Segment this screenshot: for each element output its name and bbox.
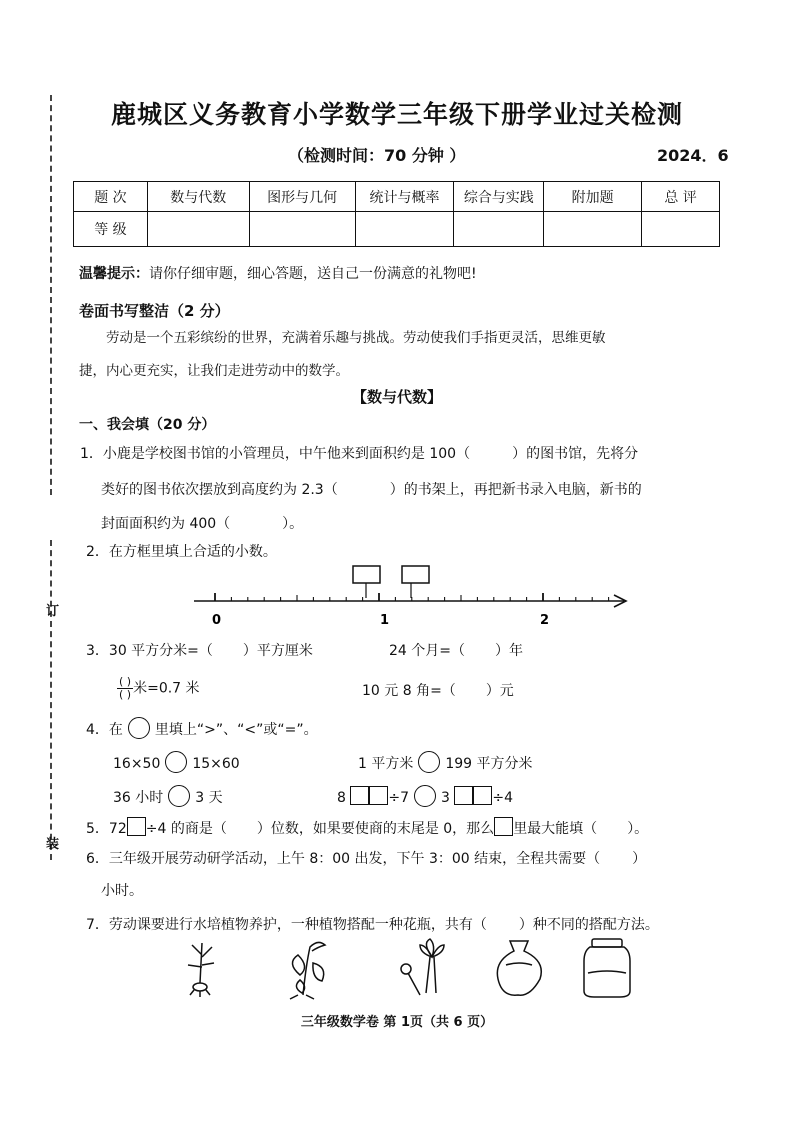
number-line-label-2: 2 bbox=[540, 613, 550, 628]
q1-line-2 bbox=[101, 479, 642, 499]
intro-line-1 bbox=[79, 322, 719, 355]
exam-duration: （检测时间：70 分钟 ） bbox=[288, 146, 466, 165]
grade-label-cell: 等 级 bbox=[74, 212, 148, 247]
header-cell: 综合与实践 bbox=[454, 182, 544, 212]
q3-line-d bbox=[362, 680, 514, 700]
header-cell: 数与代数 bbox=[147, 182, 249, 212]
answer-box-2[interactable] bbox=[402, 566, 429, 583]
intro-line-2: 捷，内心更充实，让我们走进劳动中的数学。 bbox=[79, 363, 349, 379]
q4-text: 16×50 bbox=[113, 756, 161, 772]
compare-circle[interactable] bbox=[168, 785, 190, 807]
q1-text: ）的书架上，再把新书录入电脑，新书的 bbox=[389, 482, 642, 498]
q4-instruction bbox=[86, 717, 318, 739]
plant-pothos-icon bbox=[290, 942, 325, 999]
compare-circle[interactable] bbox=[414, 785, 436, 807]
q6-text: ） bbox=[632, 851, 647, 867]
q2-text: 2．在方框里填上合适的小数。 bbox=[86, 544, 277, 560]
digit-box[interactable] bbox=[494, 817, 513, 836]
q4-text: 15×60 bbox=[192, 756, 240, 772]
digit-box[interactable] bbox=[350, 786, 369, 805]
q5-line bbox=[86, 817, 648, 838]
q7-line bbox=[86, 914, 659, 934]
intro-text-1: 劳动是一个五彩缤纷的世界，充满着乐趣与挑战。劳动使我们手指更灵活，思维更敏 bbox=[106, 330, 606, 346]
q4-compare-2 bbox=[358, 751, 533, 773]
neatness-note: 卷面书写整洁（2 分） bbox=[79, 302, 230, 320]
fraction-blank[interactable] bbox=[117, 676, 133, 701]
fraction-denominator: ( ) bbox=[119, 688, 132, 701]
grade-cell[interactable] bbox=[642, 212, 720, 247]
tips bbox=[79, 263, 477, 283]
header-cell: 统计与概率 bbox=[355, 182, 454, 212]
q3-text: 24 个月=（ bbox=[389, 643, 465, 659]
q3-line-b bbox=[389, 640, 523, 660]
header-cell: 图形与几何 bbox=[249, 182, 355, 212]
header-cell: 附加题 bbox=[544, 182, 642, 212]
page-footer: 三年级数学卷 第 1页（共 6 页） bbox=[300, 1015, 494, 1030]
q5-text: ）。 bbox=[627, 821, 649, 837]
vase-jar-icon bbox=[584, 939, 630, 997]
q4-text: 4．在 bbox=[86, 722, 123, 738]
q3-text: 米=0.7 米 bbox=[133, 680, 200, 697]
q1-line-3 bbox=[101, 513, 303, 533]
q3-line-c bbox=[117, 676, 200, 701]
score-table-grade-row bbox=[74, 212, 720, 247]
q1-text: 1．小鹿是学校图书馆的小管理员，中午他来到面积约是 100（ bbox=[80, 446, 471, 462]
plant-lotus-icon bbox=[401, 939, 444, 995]
digit-box[interactable] bbox=[127, 817, 146, 836]
grade-cell[interactable] bbox=[249, 212, 355, 247]
q1-text: 类好的图书依次摆放到高度约为 2.3（ bbox=[101, 482, 338, 498]
illustrations bbox=[0, 935, 794, 1005]
digit-box[interactable] bbox=[473, 786, 492, 805]
q7-text: 7．劳动课要进行水培植物养护，一种植物搭配一种花瓶，共有（ bbox=[86, 917, 487, 933]
number-line-label-0: 0 bbox=[212, 613, 222, 628]
digit-box[interactable] bbox=[369, 786, 388, 805]
q1-text: ）。 bbox=[282, 516, 304, 532]
q4-compare-1 bbox=[113, 751, 240, 773]
q4-compare-3 bbox=[113, 785, 223, 807]
q3-text: ）元 bbox=[485, 683, 514, 699]
q4-text: 3 bbox=[441, 790, 450, 806]
exam-date: 2024．6 bbox=[657, 146, 729, 165]
score-table bbox=[73, 181, 720, 247]
q5-text: ）位数，如果要使商的末尾是 0，那么 bbox=[256, 821, 495, 837]
q4-compare-4 bbox=[337, 785, 513, 807]
q4-text: 199 平方分米 bbox=[445, 756, 533, 772]
digit-box[interactable] bbox=[454, 786, 473, 805]
q3-text: 3．30 平方分米=（ bbox=[86, 643, 213, 659]
binding-line-top bbox=[50, 95, 52, 495]
q5-text: 里最大能填（ bbox=[513, 821, 598, 837]
grade-cell[interactable] bbox=[454, 212, 544, 247]
grade-cell[interactable] bbox=[147, 212, 249, 247]
q6-line-1 bbox=[86, 848, 646, 868]
q3-text: ）年 bbox=[495, 643, 523, 659]
q3-text: 10 元 8 角=（ bbox=[362, 683, 456, 699]
q4-text: 1 平方米 bbox=[358, 756, 414, 772]
grade-cell[interactable] bbox=[355, 212, 454, 247]
vase-round-icon bbox=[497, 941, 541, 995]
q4-text: ÷7 bbox=[388, 790, 410, 806]
q4-text: 里填上“>”、“<”或“=”。 bbox=[154, 722, 318, 738]
q5-text: 5．72 bbox=[86, 821, 127, 837]
q4-text: 3 天 bbox=[195, 790, 223, 806]
circle-icon bbox=[128, 717, 150, 739]
number-line-label-1: 1 bbox=[380, 613, 390, 628]
grade-cell[interactable] bbox=[544, 212, 642, 247]
q4-text: 36 小时 bbox=[113, 790, 164, 806]
score-table-header-row bbox=[74, 182, 720, 212]
q6-text: 6．三年级开展劳动研学活动，上午 8：00 出发，下午 3：00 结束，全程共需要（ bbox=[86, 851, 601, 867]
binding-char-zhuang: 装 bbox=[46, 837, 60, 852]
answer-box-1[interactable] bbox=[353, 566, 380, 583]
header-cell: 总 评 bbox=[642, 182, 720, 212]
plant-sprout-icon bbox=[188, 943, 214, 997]
q4-text: 8 bbox=[337, 790, 346, 806]
tips-label: 温馨提示： bbox=[79, 266, 149, 282]
q1-line-1 bbox=[80, 443, 638, 463]
q5-text: ÷4 的商是（ bbox=[145, 821, 227, 837]
q1-text: 封面面积约为 400（ bbox=[101, 516, 231, 532]
part1-title: 一、我会填（20 分） bbox=[79, 417, 216, 433]
q6-line-2: 小时。 bbox=[101, 883, 143, 899]
tips-text: 请你仔细审题，细心答题，送自己一份满意的礼物吧! bbox=[149, 266, 477, 282]
q4-text: ÷4 bbox=[492, 790, 514, 806]
q7-text: ）种不同的搭配方法。 bbox=[518, 917, 659, 933]
q3-line-a bbox=[86, 640, 313, 660]
section-title: 【数与代数】 bbox=[351, 388, 442, 406]
q1-text: ）的图书馆，先将分 bbox=[512, 446, 639, 462]
q3-text: ）平方厘米 bbox=[242, 643, 313, 659]
header-cell: 题 次 bbox=[74, 182, 148, 212]
page-title: 鹿城区义务教育小学数学三年级下册学业过关检测 bbox=[110, 100, 683, 129]
fraction-numerator: ( ) bbox=[119, 675, 132, 688]
intro-paragraph bbox=[79, 322, 719, 388]
compare-circle[interactable] bbox=[418, 751, 440, 773]
compare-circle[interactable] bbox=[165, 751, 187, 773]
binding-char-ding: 订 bbox=[46, 604, 60, 619]
number-line bbox=[0, 558, 794, 628]
